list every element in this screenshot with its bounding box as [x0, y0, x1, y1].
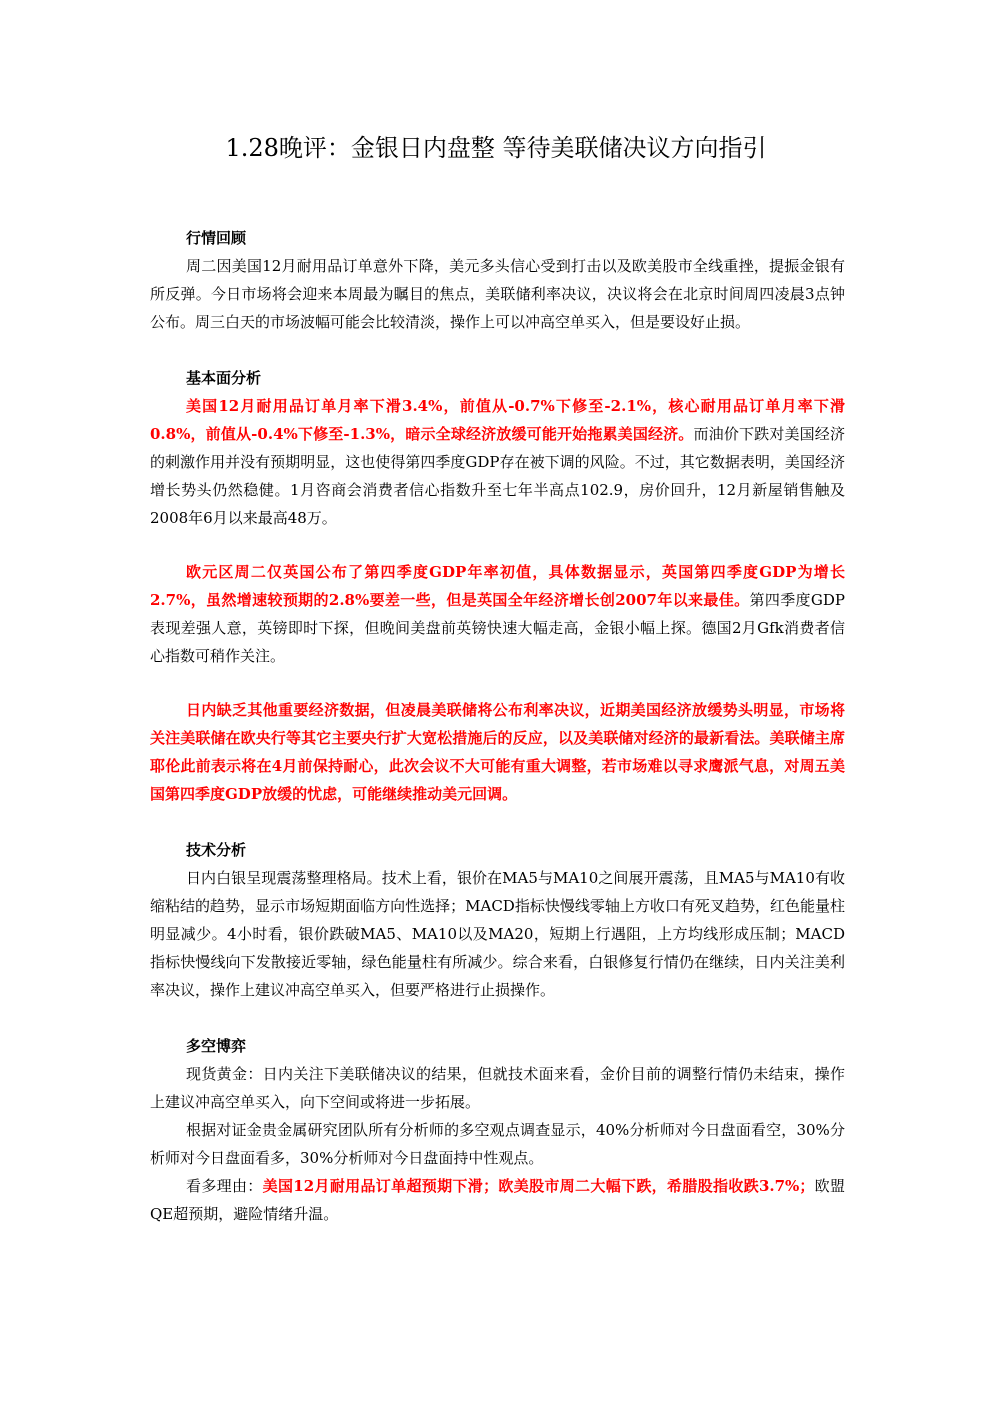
review-paragraph: 周二因美国12月耐用品订单意外下降，美元多头信心受到打击以及欧美股市全线重挫，提振金银有所反弹。今日市场将会迎来本周最为瞩目的焦点，美联储利率决议，决议将会在北京时间周四凌晨3点钟公布。周三白天的市场波幅可能会比较清淡，操作上可以冲高空单买入，但是要设好止损。 — [150, 257, 845, 331]
body-text: 第四季度GDP表现差强人意，英镑即时下探，但晚间美盘前英镑快速大幅走高，金银小幅上探。德国2月Gfk消费者信心指数可稍作关注。 — [150, 591, 846, 665]
fundamental-paragraph-2 — [150, 558, 845, 670]
emphasis-text: 欧元区周二仅英国公布了第四季度GDP年率初值，具体数据显示，英国第四季度GDP为增长2.7%，虽然增速较预期的2.8%要差一些，但是英国全年经济增长创2007年以来最佳。 — [150, 563, 845, 609]
reason-lead: 看多理由： — [186, 1177, 263, 1195]
emphasis-text: 美国12月耐用品订单月率下滑3.4%，前值从-0.7%下修至-2.1%，核心耐用品订单月率下滑0.8%，前值从-0.4%下修至-1.3%，暗示全球经济放缓可能开始拖累美国经济。 — [150, 397, 845, 443]
technical-paragraph: 日内白银呈现震荡整理格局。技术上看，银价在MA5与MA10之间展开震荡，且MA5与MA10有收缩粘结的趋势，显示市场短期面临方向性选择；MACD指标快慢线零轴上方收口有死叉趋势，红色能量柱明显减少。4小时看，银价跌破MA5、MA10以及MA20，短期上行遇阻，上方均线形成压制；MACD指标快慢线向下发散接近零轴，绿色能量柱有所减少。综合来看，白银修复行情仍在继续，日内关注美利率决议，操作上建议冲高空单买入，但要严格进行止损操作。 — [150, 869, 845, 999]
body-text: 欧盟QE超预期，避险情绪升温。 — [150, 1177, 845, 1223]
section-long-short — [150, 1032, 845, 1228]
section-heading-longshort: 多空博弈 — [186, 1037, 247, 1055]
section-market-review — [150, 224, 845, 336]
longshort-paragraph-1: 现货黄金：日内关注下美联储决议的结果，但就技术面来看，金价目前的调整行情仍未结束，操作上建议冲高空单买入，向下空间或将进一步拓展。 — [150, 1065, 845, 1111]
document-body — [150, 224, 845, 1228]
longshort-paragraph-2: 根据对证金贵金属研究团队所有分析师的多空观点调查显示，40%分析师对今日盘面看空，30%分析师对今日盘面看多，30%分析师对今日盘面持中性观点。 — [150, 1121, 845, 1167]
section-heading-fundamental: 基本面分析 — [186, 369, 262, 387]
body-text: 而油价下跌对美国经济的刺激作用并没有预期明显，这也使得第四季度GDP存在被下调的风险。不过，其它数据表明，美国经济增长势头仍然稳健。1月咨商会消费者信心指数升至七年半高点102.9，房价回升，12月新屋销售触及2008年6月以来最高48万。 — [150, 425, 845, 527]
section-technical-analysis — [150, 836, 845, 1004]
section-heading-review: 行情回顾 — [186, 229, 247, 247]
emphasis-text: 日内缺乏其他重要经济数据，但凌晨美联储将公布利率决议，近期美国经济放缓势头明显，市场将关注美联储在欧央行等其它主要央行扩大宽松措施后的反应，以及美联储对经济的最新看法。美联储主席耶伦此前表示将在4月前保持耐心，此次会议不大可能有重大调整，若市场难以寻求鹰派气息，对周五美国第四季度GDP放缓的忧虑，可能继续推动美元回调。 — [150, 701, 845, 803]
longshort-paragraph-3 — [150, 1172, 845, 1228]
section-heading-technical: 技术分析 — [186, 841, 247, 859]
emphasis-text: 美国12月耐用品订单超预期下滑；欧美股市周二大幅下跌，希腊股指收跌3.7%； — [262, 1177, 815, 1195]
document-title: 1.28晚评：金银日内盘整 等待美联储决议方向指引 — [225, 134, 767, 162]
section-fundamental-analysis — [150, 364, 845, 808]
fundamental-paragraph-3 — [150, 696, 845, 808]
fundamental-paragraph-1 — [150, 392, 845, 532]
